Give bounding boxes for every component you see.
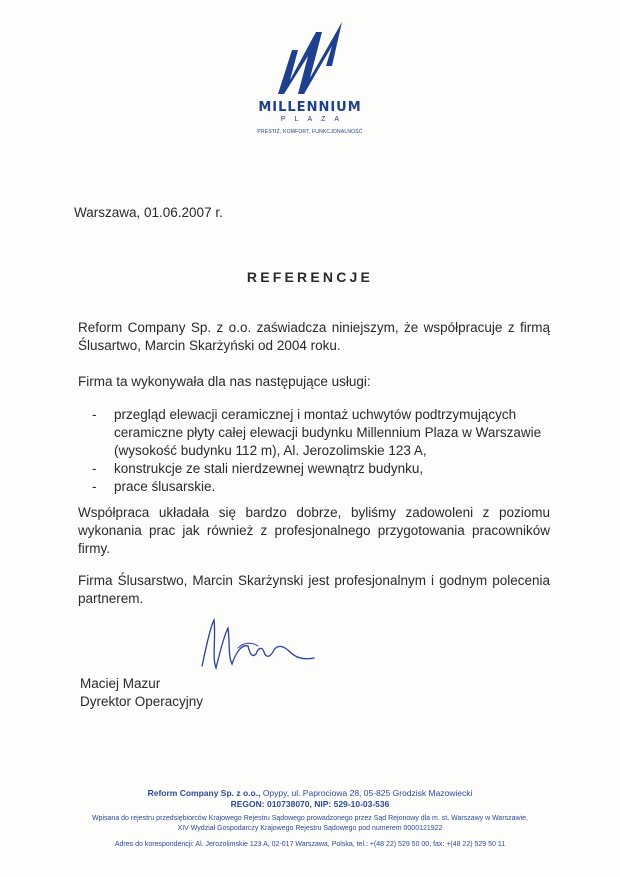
paragraph-cooperation: Współpraca układała się bardzo dobrze, byliśmy zadowoleni z poziomu wykonania prac jak również z profesjonalnego przygotowania pracowników firmy. [78,505,550,556]
services-list [92,406,552,496]
letter-date: Warszawa, 01.06.2007 r. [74,205,223,220]
footer-regon: REGON: 010738070, NIP: 529-10-03-536 [230,799,390,809]
letter-title: REFERENCJE [246,269,374,285]
signer-title: Dyrektor Operacyjny [80,694,204,709]
millennium-m-logo-icon [270,22,350,98]
paragraph-recommendation: Firma Ślusarstwo, Marcin Skarżynski jest profesjonalnym i godnym polecenia partnerem. [78,573,550,606]
logo-subtitle: PLAZA [280,116,349,123]
logo-name: MILLENNIUM [258,100,362,115]
signer-name: Maciej Mazur [80,676,161,691]
footer [0,788,620,850]
signer-block [80,675,203,711]
footer-correspondence: Adres do korespondencji: Al. Jerozolimskie 123 A, 02-017 Warszawa, Polska, tel.: +(48 22) 529 50 00, fax: +(48 22) 529 50 11 [114,841,506,848]
footer-address: Opypy, ul. Paprociowa 28, 05-825 Grodzisk Mazowiecki [260,788,473,798]
paragraph-services-intro: Firma ta wykonywała dla nas następujące usługi: [78,374,371,389]
footer-registry-line-2: XIV Wydział Gospodarczy Krajowego Rejestru Sądowego pod numerem 0000121922 [177,825,443,832]
list-item: - konstrukcje ze stali nierdzewnej wewnątrz budynku, [92,460,552,478]
footer-company: Reform Company Sp. z o.o., [147,788,261,798]
list-item: - przegląd elewacji ceramicznej i montaż uchwytów podtrzymujących ceramiczne płyty całej elewacji budynku Millennium Plaza w Warszawie (wysokość budynku 112 m), Al. Jerozolimskie 123 A, [92,406,552,460]
handwritten-signature-icon [198,608,318,674]
footer-address-line [0,788,620,799]
millennium-plaza-logo [240,22,380,135]
paragraph-intro: Reform Company Sp. z o.o. zaświadcza niniejszym, że współpracuje z firmą Ślusartwo, Marcin Skarżyński od 2004 roku. [78,320,550,353]
footer-registry-line-1: Wpisana do rejestru przedsiębiorców Krajowego Rejestru Sądowego prowadzonego przez Sąd Rejonowy dla m. st. Warszawy w Warszawie, [91,815,528,822]
list-item: - prace ślusarskie. [92,478,552,496]
logo-tagline: PRESTIŻ, KOMFORT, FUNKCJONALNOŚĆ [257,129,363,135]
